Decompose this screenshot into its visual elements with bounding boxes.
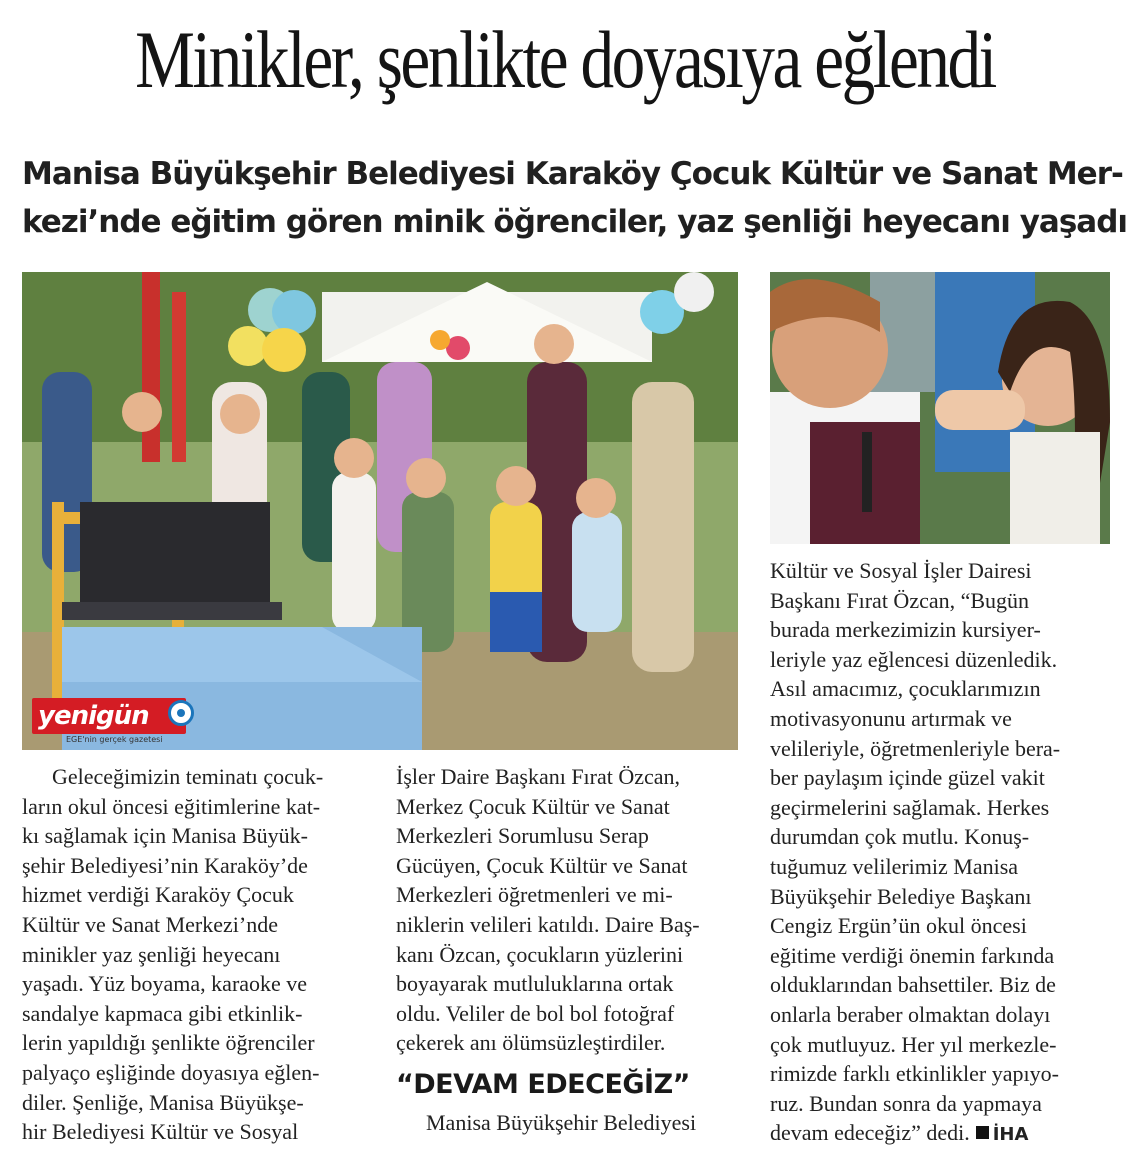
text-line: Cengiz Ergün’ün okul öncesi	[770, 913, 1027, 939]
text-line: burada merkezimizin kursiyer-	[770, 617, 1041, 643]
text-line: hir Belediyesi Kültür ve Sosyal	[22, 1119, 299, 1145]
logo-emblem-icon	[168, 700, 194, 726]
text-line: kı sağlamak için Manisa Büyük-	[22, 823, 308, 849]
text-line: durumdan çok mutlu. Konuş-	[770, 824, 1030, 850]
subheadline-line: kezi’nde eğitim gören minik öğrenciler, yaz şenliği heyecanı yaşadı	[22, 204, 1128, 240]
text-line: geçirmelerini sağlamak. Herkes	[770, 794, 1050, 820]
text-line: Kültür ve Sanat Merkezi’nde	[22, 911, 278, 937]
newspaper-logo	[32, 698, 200, 746]
agency-credit: İHA	[992, 1124, 1029, 1146]
text-line: ber paylaşım içinde güzel vakit	[770, 765, 1045, 791]
text-line: eğitime verdiği önemin farkında	[770, 942, 1055, 968]
text-line: şehir Belediyesi’nin Karaköy’de	[22, 852, 308, 878]
text-line: Merkezleri öğretmenleri ve mi-	[396, 882, 673, 908]
text-line: Asıl amacımız, çocuklarımızın	[770, 676, 1041, 702]
text-line-final	[770, 1118, 1110, 1150]
subheadline	[22, 150, 1128, 246]
text-line: niklerin velileri katıldı. Daire Baş-	[396, 911, 700, 937]
text-line: Geleceğimizin teminatı çocuk-	[52, 764, 324, 789]
headline: Minikler, şenlikte doyasıya eğlendi	[135, 14, 995, 105]
text-line: tuğumuz velilerimiz Manisa	[770, 853, 1019, 879]
text-line: oldu. Veliler de bol bol fotoğraf	[396, 1000, 675, 1026]
section-heading: “DEVAM EDECEĞİZ”	[396, 1068, 690, 1100]
text-line: Merkezleri Sorumlusu Serap	[396, 823, 649, 849]
text-line: Merkez Çocuk Kültür ve Sanat	[396, 793, 670, 819]
text-line: boyayarak mutluluklarına ortak	[396, 971, 674, 997]
article-column-1	[22, 762, 366, 1147]
text-line: hizmet verdiği Karaköy Çocuk	[22, 882, 294, 908]
logo-tagline: EGE'nin gerçek gazetesi	[66, 735, 163, 744]
text-line: ruz. Bundan sonra da yapmaya	[770, 1090, 1042, 1116]
text-line: çekerek anı ölümsüzleştirdiler.	[396, 1030, 666, 1056]
text-line: Gücüyen, Çocuk Kültür ve Sanat	[396, 852, 688, 878]
closing-text: devam edeceğiz” dedi.	[770, 1120, 970, 1146]
subheadline-line: Manisa Büyükşehir Belediyesi Karaköy Çocuk Kültür ve Sanat Mer-	[22, 156, 1123, 192]
text-line: Kültür ve Sosyal İşler Dairesi	[770, 558, 1032, 583]
text-line: Manisa Büyükşehir Belediyesi	[426, 1109, 697, 1135]
text-line: sandalye kapmaca gibi etkinlik-	[22, 1000, 303, 1026]
end-mark-icon	[976, 1126, 989, 1139]
face-painting-photo	[770, 272, 1110, 544]
text-line: Başkanı Fırat Özcan, “Bugün	[770, 587, 1030, 613]
text-line: lerin yapıldığı şenlikte öğrenciler	[22, 1030, 315, 1056]
festival-photo	[22, 272, 738, 750]
text-line: çok mutluyuz. Her yıl merkezle-	[770, 1031, 1057, 1057]
text-line: motivasyonunu artırmak ve	[770, 705, 1012, 731]
text-line: kanı Özcan, çocukların yüzlerini	[396, 941, 684, 967]
text-line: minikler yaz şenliği heyecanı	[22, 941, 281, 967]
text-line: İşler Daire Başkanı Fırat Özcan,	[396, 764, 681, 789]
logo-wordmark: yenigün	[32, 698, 186, 734]
text-line: palyaço eşliğinde doyasıya eğlen-	[22, 1059, 320, 1085]
text-line: Büyükşehir Belediye Başkanı	[770, 883, 1032, 909]
text-line: velileriyle, öğretmenleriyle bera-	[770, 735, 1061, 761]
text-line: ların okul öncesi eğitimlerine kat-	[22, 793, 321, 819]
text-line: rimizde farklı etkinlikler yapıyo-	[770, 1061, 1059, 1087]
text-line: diler. Şenliğe, Manisa Büyükşe-	[22, 1089, 304, 1115]
article-column-3	[770, 556, 1110, 1150]
text-line: olduklarından bahsettiler. Biz de	[770, 972, 1056, 998]
text-line: yaşadı. Yüz boyama, karaoke ve	[22, 971, 308, 997]
text-line: leriyle yaz eğlencesi düzenledik.	[770, 646, 1058, 672]
article-column-2	[396, 762, 740, 1138]
text-line: onlarla beraber olmaktan dolayı	[770, 1001, 1051, 1027]
